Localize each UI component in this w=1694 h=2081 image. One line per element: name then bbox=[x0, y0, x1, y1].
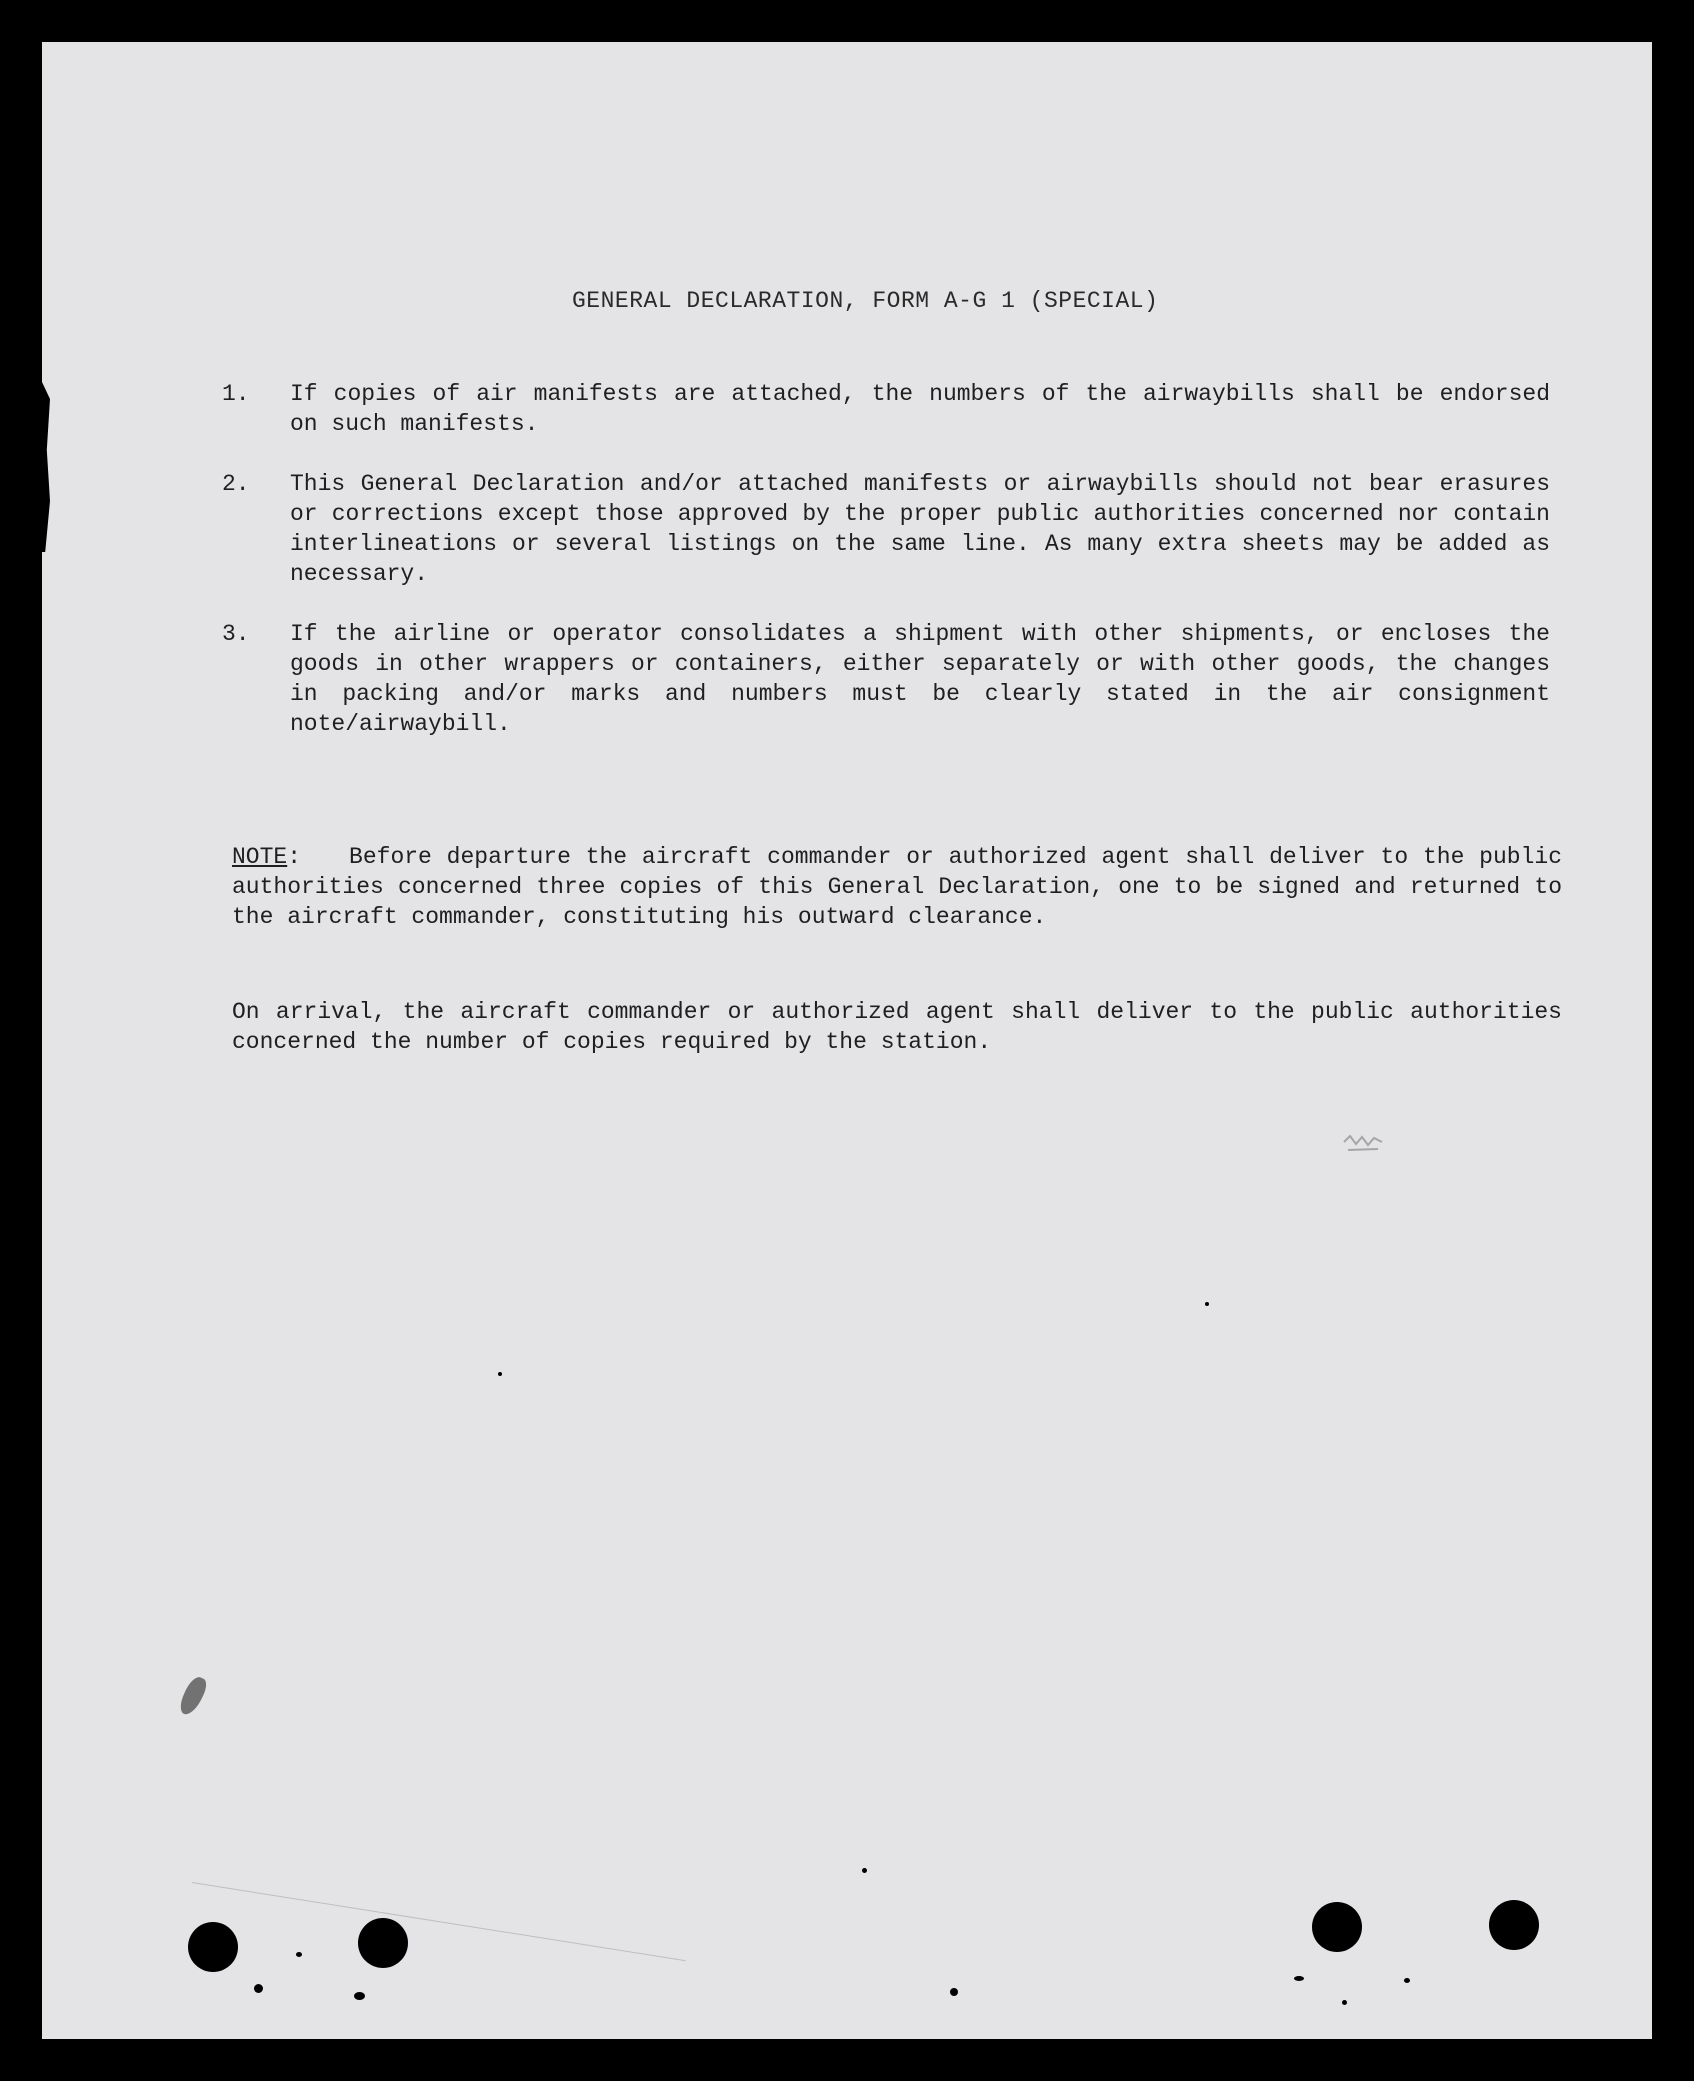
punch-hole-1 bbox=[188, 1922, 238, 1972]
speck bbox=[950, 1988, 958, 1996]
instruction-list bbox=[222, 379, 1622, 769]
faint-scratch bbox=[192, 1882, 686, 1961]
speck bbox=[354, 1992, 365, 2000]
speck bbox=[1342, 2000, 1347, 2005]
punch-hole-3 bbox=[1312, 1902, 1362, 1952]
speck bbox=[254, 1984, 263, 1993]
instruction-item bbox=[222, 379, 1622, 439]
speck bbox=[1404, 1978, 1410, 1983]
item-number: 1. bbox=[222, 381, 250, 407]
instruction-item bbox=[222, 619, 1622, 739]
note-text: Before departure the aircraft commander or authorized agent shall deliver to the public authorities concerned three copies of this General Declaration, one to be signed and returned to the aircraft commander, constituting his outward clearance. bbox=[232, 844, 1562, 930]
item-text: If copies of air manifests are attached, the numbers of the airwaybills shall be endorsed on such manifests. bbox=[290, 381, 1550, 437]
speck bbox=[1294, 1976, 1304, 1981]
arrival-paragraph: On arrival, the aircraft commander or authorized agent shall deliver to the public authorities concerned the number of copies required by the station. bbox=[232, 999, 1562, 1055]
note-label: NOTE bbox=[232, 844, 288, 870]
note-colon: : bbox=[287, 844, 302, 870]
item-number: 2. bbox=[222, 471, 250, 497]
speck bbox=[498, 1372, 502, 1376]
punch-hole-2 bbox=[358, 1918, 408, 1968]
speck bbox=[862, 1868, 867, 1873]
ink-smudge bbox=[176, 1674, 209, 1718]
speck bbox=[1205, 1302, 1209, 1306]
note-paragraph bbox=[232, 842, 1562, 932]
item-text: This General Declaration and/or attached manifests or airwaybills should not bear erasures or corrections except those approved by the proper public authorities concerned nor contain interlineations or several listings on the same line. As many extra sheets may be added as necessary. bbox=[290, 471, 1550, 587]
instruction-item bbox=[222, 469, 1622, 589]
page-edge-tear bbox=[42, 382, 50, 552]
punch-hole-4 bbox=[1489, 1900, 1539, 1950]
item-text: If the airline or operator consolidates a shipment with other shipments, or encloses the goods in other wrappers or containers, either separately or with other goods, the changes in packing and/or marks and numbers must be clearly stated in the air consignment note/airwaybill. bbox=[290, 621, 1550, 737]
form-title: GENERAL DECLARATION, FORM A-G 1 (SPECIAL) bbox=[572, 288, 1159, 314]
item-number: 3. bbox=[222, 621, 250, 647]
speck bbox=[296, 1952, 302, 1957]
document-page bbox=[42, 42, 1652, 2039]
faint-mark bbox=[1342, 1132, 1386, 1154]
